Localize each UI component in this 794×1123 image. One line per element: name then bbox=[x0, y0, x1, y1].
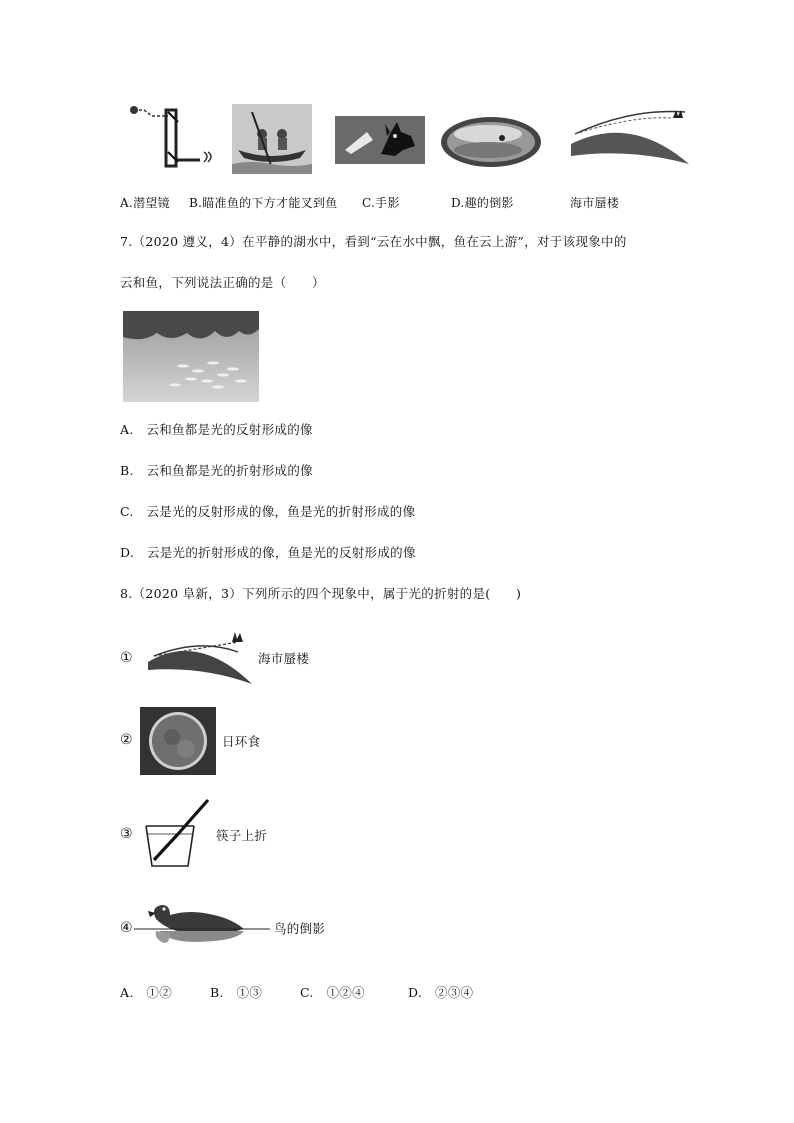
q7-option-a: A. 云和鱼都是光的反射形成的像 bbox=[120, 422, 313, 437]
q8-item2-marker: ② bbox=[120, 732, 133, 748]
q8-item2-label: 日环食 bbox=[222, 734, 261, 749]
q8-item3-marker: ③ bbox=[120, 826, 133, 842]
q8-item1-marker: ① bbox=[120, 650, 133, 666]
fishing-boat-figure bbox=[232, 104, 312, 174]
q8-option-a: A. ①② bbox=[120, 985, 173, 1000]
mirage-figure-top bbox=[565, 104, 689, 168]
q8-option-c: C. ①②④ bbox=[300, 985, 365, 1000]
clouds-and-fish-photo bbox=[123, 311, 259, 402]
caption-mirage: 海市蜃楼 bbox=[570, 196, 620, 210]
caption-periscope: A.潜望镜 bbox=[120, 196, 170, 210]
q8-item3-label: 筷子上折 bbox=[216, 828, 268, 843]
annular-eclipse-photo bbox=[140, 707, 216, 775]
caption-fish-spearing: B.瞄准鱼的下方才能叉到鱼 bbox=[189, 196, 338, 210]
q7-option-d: D. 云是光的折射形成的像，鱼是光的反射形成的像 bbox=[120, 545, 416, 560]
q8-item4-label: 鸟的倒影 bbox=[274, 921, 326, 936]
q7-stem-line2: 云和鱼，下列说法正确的是（ ） bbox=[120, 275, 325, 290]
q7-option-c: C. 云是光的反射形成的像，鱼是光的折射形成的像 bbox=[120, 504, 416, 519]
egg-shaped-reflection-figure bbox=[440, 116, 542, 168]
q7-stem-line1: 7.（2020 遵义，4）在平静的湖水中，看到“云在水中飘，鱼在云上游”，对于该现象中的 bbox=[120, 234, 627, 249]
chopstick-in-glass-figure bbox=[140, 798, 212, 868]
q8-item4-marker: ④ bbox=[120, 920, 133, 936]
caption-hand-shadow: C.手影 bbox=[362, 196, 400, 210]
q8-stem: 8.（2020 阜新，3）下列所示的四个现象中，属于光的折射的是( ) bbox=[120, 586, 522, 601]
q8-item1-label: 海市蜃楼 bbox=[258, 651, 310, 666]
mirage-figure bbox=[144, 628, 252, 690]
q7-option-b: B. 云和鱼都是光的折射形成的像 bbox=[120, 463, 313, 478]
caption-reflection: D.趣的倒影 bbox=[451, 196, 514, 210]
q8-option-b: B. ①③ bbox=[210, 985, 263, 1000]
q8-option-d: D. ②③④ bbox=[408, 985, 474, 1000]
periscope-figure bbox=[122, 100, 218, 176]
hand-shadow-figure bbox=[335, 116, 425, 164]
bird-reflection-photo bbox=[134, 895, 270, 951]
